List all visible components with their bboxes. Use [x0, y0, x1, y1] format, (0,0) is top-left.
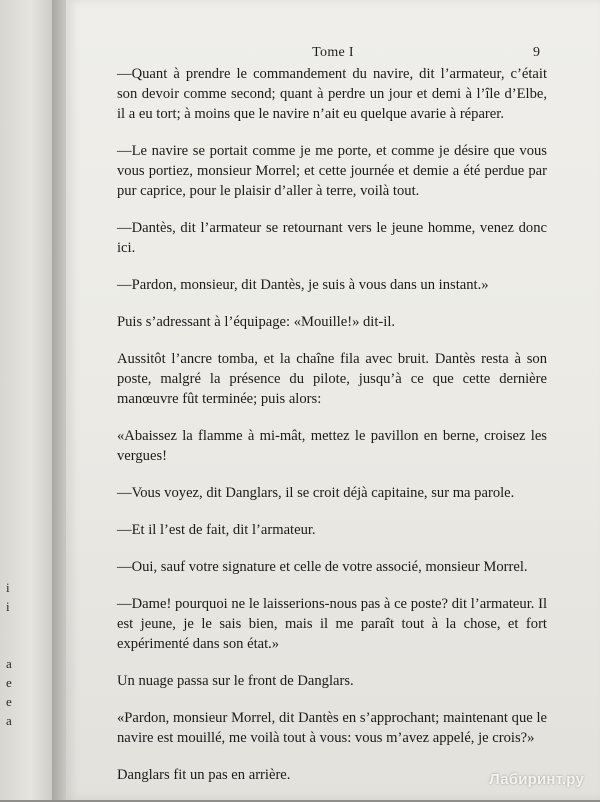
labirint-watermark: Лабиринт.ру: [489, 771, 584, 788]
paragraph: —Et il l’est de fait, dit l’armateur.: [117, 522, 316, 538]
left-page-fragment: e: [6, 694, 12, 709]
page-body: [117, 64, 547, 802]
left-page-fragment: i: [6, 599, 10, 614]
left-page-edge: [0, 0, 52, 800]
left-page-fragments: [6, 578, 36, 730]
left-page-fragment: a: [6, 713, 12, 728]
paragraph: Puis s’adressant à l’équipage: «Mouille!» dit-il.: [117, 314, 396, 330]
book-page: [66, 0, 600, 800]
running-title: Tome I: [312, 45, 354, 60]
paragraph: Un nuage passa sur le front de Danglars.: [117, 673, 354, 689]
paragraph: —Oui, sauf votre signature et celle de votre associé, monsieur Morrel.: [117, 559, 528, 575]
paragraph: —Vous voyez, dit Danglars, il se croit déjà capitaine, sur ma parole.: [117, 485, 515, 501]
paragraph: «Pardon, monsieur Morrel, dit Dantès en s’approchant; maintenant que le navire est mouillé, me voilà tout à vous: vous m’avez appelé, je crois?»: [117, 710, 547, 746]
paragraph: «Abaissez la flamme à mi-mât, mettez le pavillon en berne, croisez les vergues!: [117, 428, 547, 464]
paragraph: —Quant à prendre le commandement du navire, dit l’armateur, c’était son devoir comme second; quant à perdre un jour et demi à l’île d’Elbe, il a eu tort; à moins que le navire n’ait eu quelque avarie à réparer.: [117, 66, 547, 122]
left-page-fragment: a: [6, 656, 12, 671]
paragraph: Danglars fit un pas en arrière.: [117, 767, 291, 783]
paragraph: —Dame! pourquoi ne le laisserions-nous pas à ce poste? dit l’armateur. Il est jeune, je le sais bien, mais il me paraît tout à la chose, et fort expérimenté dans son état.»: [117, 596, 547, 652]
book-gutter: [52, 0, 66, 800]
paragraph: —Pardon, monsieur, dit Dantès, je suis à vous dans un instant.»: [117, 277, 489, 293]
page-header: [66, 45, 600, 63]
page-number: 9: [533, 45, 540, 60]
paragraph: Aussitôt l’ancre tomba, et la chaîne fila avec bruit. Dantès resta à son poste, malgré la présence du pilote, jusqu’à ce que cette dernière manœuvre fût terminée; puis alors:: [117, 351, 547, 407]
left-page-fragment: e: [6, 675, 12, 690]
paragraph: —Dantès, dit l’armateur se retournant vers le jeune homme, venez donc ici.: [117, 220, 547, 256]
left-page-fragment: i: [6, 580, 10, 595]
paragraph: —Le navire se portait comme je me porte, et comme je désire que vous vous portiez, monsieur Morrel; et cette journée et demie a été perdue par pur caprice, pour le plaisir d’aller à terre, voilà tout.: [117, 143, 547, 199]
